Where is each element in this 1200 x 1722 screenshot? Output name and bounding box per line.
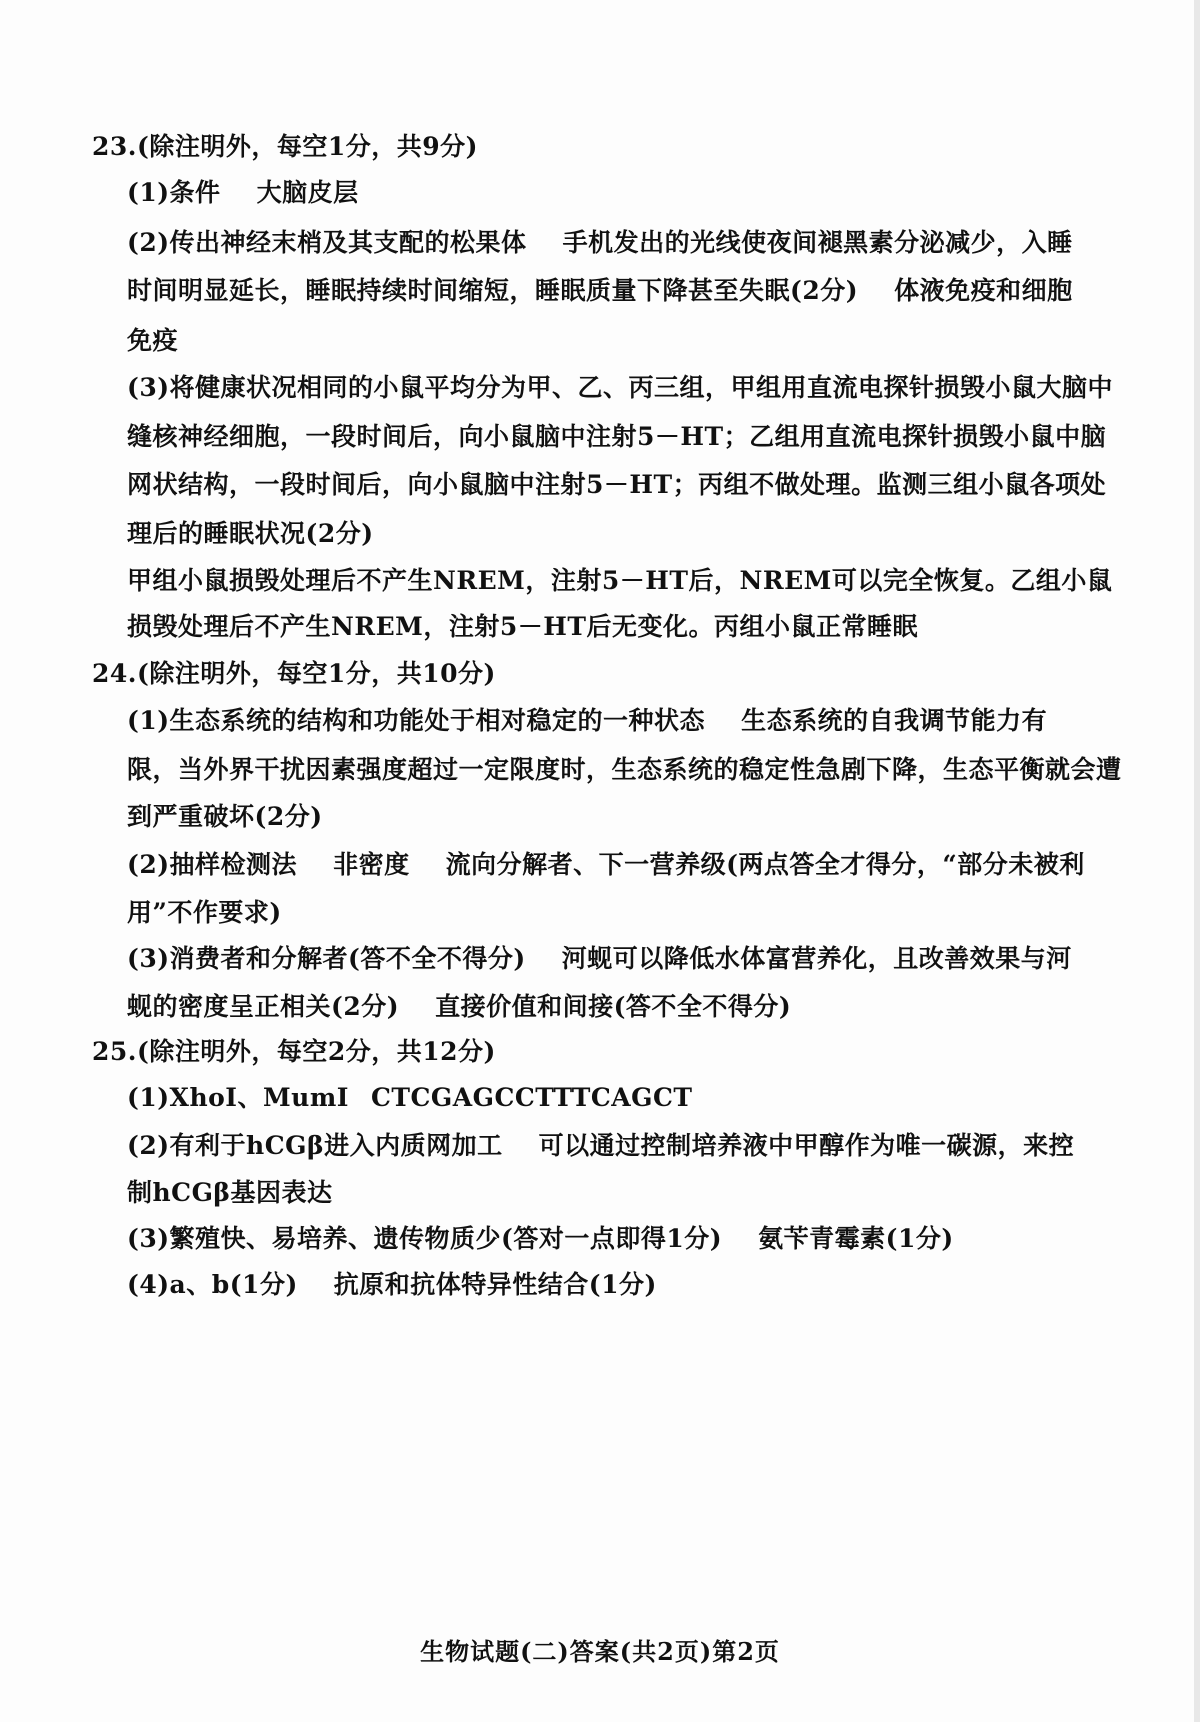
q24-part3-answer-b-cont: 蚬的密度呈正相关(2分) (127, 992, 400, 1021)
q24-part2-line1 (127, 850, 1085, 880)
q25-part4-answer-a: (4)a、b(1分) (127, 1270, 298, 1299)
q23-part3-line6: 损毁处理后不产生NREM，注射5－HT后无变化。丙组小鼠正常睡眠 (127, 612, 918, 641)
q23-part1-answer-b: 大脑皮层 (256, 178, 359, 207)
scan-edge-shadow (1194, 0, 1200, 1722)
q23-part3-line5: 甲组小鼠损毁处理后不产生NREM，注射5－HT后，NREM可以完全恢复。乙组小鼠 (127, 566, 1113, 595)
q23-part3-line3: 网状结构，一段时间后，向小鼠脑中注射5－HT；丙组不做处理。监测三组小鼠各项处 (127, 470, 1107, 499)
q25-part2-answer-a: (2)有利于hCGβ进入内质网加工 (127, 1131, 503, 1160)
q23-part1-answer-a: (1)条件 (127, 178, 221, 207)
q24-part1-line1 (127, 706, 1047, 736)
q24-part2-answer-a: (2)抽样检测法 (127, 850, 298, 879)
q25-part1-answer-b: CTCGAGCCTTTCAGCT (371, 1083, 693, 1112)
q23-part3-line2: 缝核神经细胞，一段时间后，向小鼠脑中注射5－HT；乙组用直流电探针损毁小鼠中脑 (127, 422, 1107, 451)
q23-part2-answer-a: (2)传出神经末梢及其支配的松果体 (127, 228, 527, 257)
q24-part3-answer-a: (3)消费者和分解者(答不全不得分) (127, 944, 526, 973)
q25-part1 (127, 1083, 692, 1113)
q24-part3-answer-b: 河蚬可以降低水体富营养化，且改善效果与河 (561, 944, 1072, 973)
q24-header: 24.(除注明外，每空1分，共10分) (92, 659, 496, 688)
q23-part2-line3: 免疫 (127, 326, 179, 355)
q25-part3-answer-a: (3)繁殖快、易培养、遗传物质少(答对一点即得1分) (127, 1224, 723, 1253)
q23-header: 23.(除注明外，每空1分，共9分) (92, 132, 478, 161)
q25-part4 (127, 1270, 657, 1300)
q25-part1-answer-a: (1)XhoⅠ、MumⅠ (127, 1083, 349, 1112)
q23-part2-answer-b: 手机发出的光线使夜间褪黑素分泌减少，入睡 (562, 228, 1073, 257)
q25-part2-line1 (127, 1131, 1074, 1161)
q24-part1-answer-b: 生态系统的自我调节能力有 (741, 706, 1048, 735)
q25-part2-line2: 制hCGβ基因表达 (127, 1178, 333, 1207)
q25-part3-answer-b: 氨苄青霉素(1分) (758, 1224, 954, 1253)
q24-part3-answer-c: 直接价值和间接(答不全不得分) (435, 992, 792, 1021)
q23-part2-line2 (127, 276, 1073, 306)
q23-part3-line1: (3)将健康状况相同的小鼠平均分为甲、乙、丙三组，甲组用直流电探针损毁小鼠大脑中 (127, 373, 1114, 402)
q23-part2-line1 (127, 228, 1073, 258)
q25-part4-answer-b: 抗原和抗体特异性结合(1分) (333, 1270, 657, 1299)
q24-part2-answer-b: 非密度 (333, 850, 410, 879)
q24-part3-line1 (127, 944, 1072, 974)
q23-part1 (127, 178, 359, 208)
q24-part1-line2: 限，当外界干扰因素强度超过一定限度时，生态系统的稳定性急剧下降，生态平衡就会遭 (127, 755, 1122, 784)
q23-part3-line4: 理后的睡眠状况(2分) (127, 519, 374, 548)
q24-part2-line2: 用”不作要求) (127, 898, 282, 927)
q25-part3 (127, 1224, 954, 1254)
q24-part1-answer-a: (1)生态系统的结构和功能处于相对稳定的一种状态 (127, 706, 706, 735)
q24-part2-answer-c: 流向分解者、下一营养级(两点答全才得分，“部分未被利 (445, 850, 1085, 879)
q23-part2-answer-c: 体液免疫和细胞 (894, 276, 1073, 305)
q24-part1-line3: 到严重破坏(2分) (127, 802, 323, 831)
q25-header: 25.(除注明外，每空2分，共12分) (92, 1037, 496, 1066)
q23-part2-answer-b-cont: 时间明显延长，睡眠持续时间缩短，睡眠质量下降甚至失眠(2分) (127, 276, 859, 305)
q24-part3-line2 (127, 992, 791, 1022)
q25-part2-answer-b: 可以通过控制培养液中甲醇作为唯一碳源，来控 (538, 1131, 1075, 1160)
page-footer: 生物试题(二)答案(共2页)第2页 (420, 1637, 780, 1666)
